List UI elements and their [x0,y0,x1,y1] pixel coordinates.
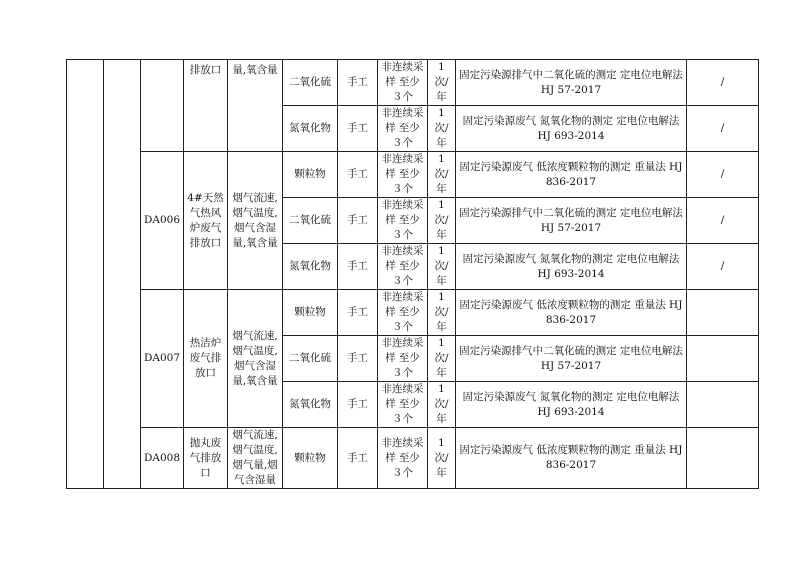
point-id-cell [141,60,184,152]
frequency-cell: 1 次/年 [428,152,456,198]
pollutant-cell: 氮氧化物 [283,382,338,428]
mode-cell: 手工 [338,290,378,336]
pollutant-cell: 二氧化硫 [283,198,338,244]
method-cell: 固定污染源废气 低浓度颗粒物的测定 重量法 HJ836-2017 [456,428,687,489]
frequency-cell: 1 次/年 [428,60,456,106]
params-cell: 烟气流速,烟气温度,烟气含湿量,氧含量 [228,290,283,428]
pollutant-cell: 氮氧化物 [283,106,338,152]
mode-cell: 手工 [338,60,378,106]
frequency-cell: 1 次/年 [428,336,456,382]
remark-cell: / [687,106,759,152]
sampling-cell: 非连续采样 至少３个 [378,382,428,428]
params-cell: 量,氧含量 [228,60,283,152]
remark-cell [687,336,759,382]
frequency-cell: 1 次/年 [428,244,456,290]
frequency-cell: 1 次/年 [428,428,456,489]
mode-cell: 手工 [338,428,378,489]
pollutant-cell: 二氧化硫 [283,336,338,382]
table-row [67,60,759,106]
pollutant-cell: 二氧化硫 [283,60,338,106]
remark-cell [687,428,759,489]
params-cell: 烟气流速,烟气温度,烟气量,烟气含湿量 [228,428,283,489]
mode-cell: 手工 [338,336,378,382]
sampling-cell: 非连续采样 至少３个 [378,152,428,198]
method-cell: 固定污染源排气中二氧化硫的测定 定电位电解法 HJ 57-2017 [456,198,687,244]
sampling-cell: 非连续采样 至少３个 [378,60,428,106]
method-cell: 固定污染源废气 氮氧化物的测定 定电位电解法 HJ 693-2014 [456,106,687,152]
remark-cell [687,290,759,336]
sampling-cell: 非连续采样 至少３个 [378,336,428,382]
mode-cell: 手工 [338,152,378,198]
remark-cell: / [687,152,759,198]
blank-column-2 [104,60,141,489]
remark-cell [687,382,759,428]
point-name-cell: 抛丸废气排放口 [184,428,228,489]
pollutant-cell: 颗粒物 [283,428,338,489]
mode-cell: 手工 [338,382,378,428]
sampling-cell: 非连续采样 至少３个 [378,198,428,244]
sampling-cell: 非连续采样 至少３个 [378,106,428,152]
params-cell: 烟气流速,烟气温度,烟气含湿量,氧含量 [228,152,283,290]
pollutant-cell: 氮氧化物 [283,244,338,290]
mode-cell: 手工 [338,244,378,290]
method-cell: 固定污染源废气 氮氧化物的测定 定电位电解法 HJ 693-2014 [456,382,687,428]
point-id-cell: DA008 [141,428,184,489]
sampling-cell: 非连续采样 至少３个 [378,290,428,336]
method-cell: 固定污染源排气中二氧化硫的测定 定电位电解法 HJ 57-2017 [456,60,687,106]
remark-cell: / [687,244,759,290]
frequency-cell: 1 次/年 [428,290,456,336]
frequency-cell: 1 次/年 [428,198,456,244]
method-cell: 固定污染源废气 低浓度颗粒物的测定 重量法 HJ836-2017 [456,152,687,198]
pollutant-cell: 颗粒物 [283,290,338,336]
point-name-cell: 4#天然气热风炉废气排放口 [184,152,228,290]
mode-cell: 手工 [338,198,378,244]
method-cell: 固定污染源废气 低浓度颗粒物的测定 重量法 HJ836-2017 [456,290,687,336]
table-row [67,290,759,336]
table-row [67,428,759,489]
sampling-cell: 非连续采样 至少３个 [378,244,428,290]
sampling-cell: 非连续采样 至少３个 [378,428,428,489]
point-name-cell: 排放口 [184,60,228,152]
point-id-cell: DA007 [141,290,184,428]
point-id-cell: DA006 [141,152,184,290]
point-name-cell: 热洁炉废气排放口 [184,290,228,428]
table-row [67,152,759,198]
method-cell: 固定污染源废气 氮氧化物的测定 定电位电解法 HJ 693-2014 [456,244,687,290]
blank-column-1 [67,60,104,489]
remark-cell: / [687,60,759,106]
pollutant-cell: 颗粒物 [283,152,338,198]
frequency-cell: 1 次/年 [428,382,456,428]
frequency-cell: 1 次/年 [428,106,456,152]
method-cell: 固定污染源排气中二氧化硫的测定 定电位电解法 HJ 57-2017 [456,336,687,382]
monitoring-table [66,59,759,489]
remark-cell: / [687,198,759,244]
mode-cell: 手工 [338,106,378,152]
